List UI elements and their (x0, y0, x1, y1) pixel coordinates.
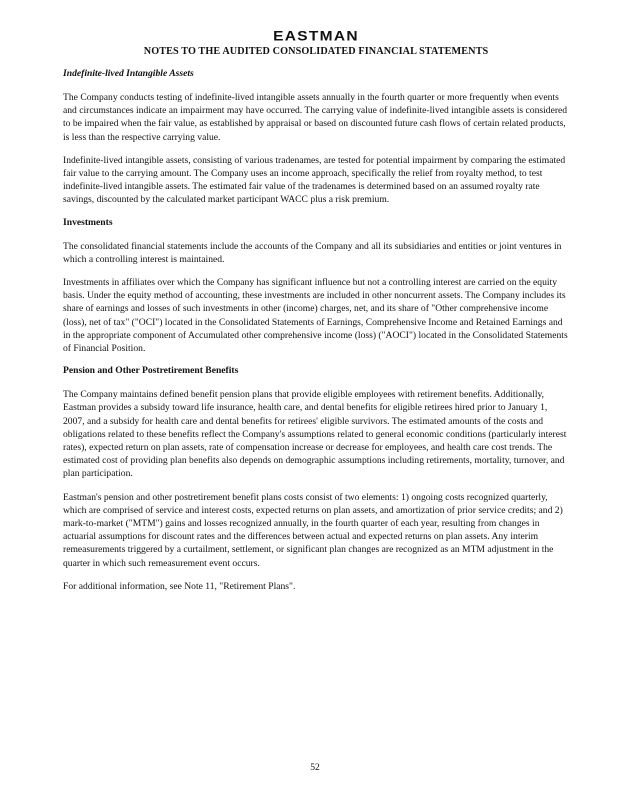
section-investments (63, 217, 569, 356)
paragraph: The Company maintains defined benefit pension plans that provide eligible employees with retirement benefits. Additionally, Eastman provides a subsidy toward life insurance, health care, and dental benefits for eligible retirees hired prior to January 1, 2007, and a subsidy for health care and dental benefits for retirees' eligible survivors. The estimated amounts of the costs and obligations related to these benefits reflect the Company's assumptions related to general economic conditions (particularly interest rates), expected return on plan assets, rate of compensation increase or decrease for employees, and health care cost trends. The estimated cost of providing plan benefits also depends on demographic assumptions including retirements, mortality, turnover, and plan participation. (63, 389, 567, 480)
section-heading: Indefinite-lived Intangible Assets (63, 68, 194, 79)
eastman-logo: EASTMAN (273, 28, 359, 45)
paragraph: For additional information, see Note 11, "Retirement Plans". (63, 580, 296, 592)
section-pension-benefits (63, 365, 569, 593)
section-heading: Pension and Other Postretirement Benefits (63, 365, 239, 377)
paragraph: The consolidated financial statements include the accounts of the Company and all its subsidiaries and entities or joint ventures in which a controlling interest is maintained. (63, 240, 562, 265)
document-page (63, 28, 569, 603)
paragraph: Indefinite-lived intangible assets, consisting of various tradenames, are tested for potential impairment by comparing the estimated fair value to the carrying amount. The Company uses an income approach, specifically the relief from royalty method, to test indefinite-lived intangible assets. The estimated fair value of the tradenames is determined based on an assumed royalty rate savings, discounted by the calculated market participant WACC plus a risk premium. (63, 154, 566, 206)
page-header: NOTES TO THE AUDITED CONSOLIDATED FINANCIAL STATEMENTS (143, 46, 489, 57)
section-indefinite-lived-intangible-assets (63, 68, 569, 207)
page-number: 52 (310, 762, 320, 773)
paragraph: Investments in affiliates over which the Company has significant influence but not a controlling interest are carried on the equity basis. Under the equity method of accounting, these investments are included in other noncurrent assets. The Company includes its share of earnings and losses of such investments in other (income) charges, net, and its share of "Other comprehensive income (loss), net of tax" ("OCI") located in the Consolidated Statements of Earnings, Comprehensive Income and Retained Earnings and in the appropriate component of Accumulated other comprehensive income (loss) ("AOCI") located in the Consolidated Statements of Financial Position. (63, 277, 568, 355)
paragraph: The Company conducts testing of indefinite-lived intangible assets annually in the fourth quarter or more frequently when events and circumstances indicate an impairment may have occurred. The carrying value of indefinite-lived intangible assets is considered to be impaired when the fair value, as established by appraisal or based on discounted future cash flows of certain related products, is less than the respective carrying value. (63, 92, 568, 143)
paragraph: Eastman's pension and other postretirement benefit plans costs consist of two elements: 1) ongoing costs recognized quarterly, which are comprised of service and interest costs, expected returns on plan assets, and amortization of prior service credits; and 2) mark-to-market ("MTM") gains and losses recognized annually, in the fourth quarter of each year, resulting from changes in actuarial assumptions for discount rates and the differences between actual and expected returns on plan assets. Any interim remeasurements triggered by a curtailment, settlement, or significant plan changes are recognized as an MTM adjustment in the quarter in which such remeasurement event occurs. (63, 491, 563, 569)
section-heading: Investments (63, 216, 113, 228)
